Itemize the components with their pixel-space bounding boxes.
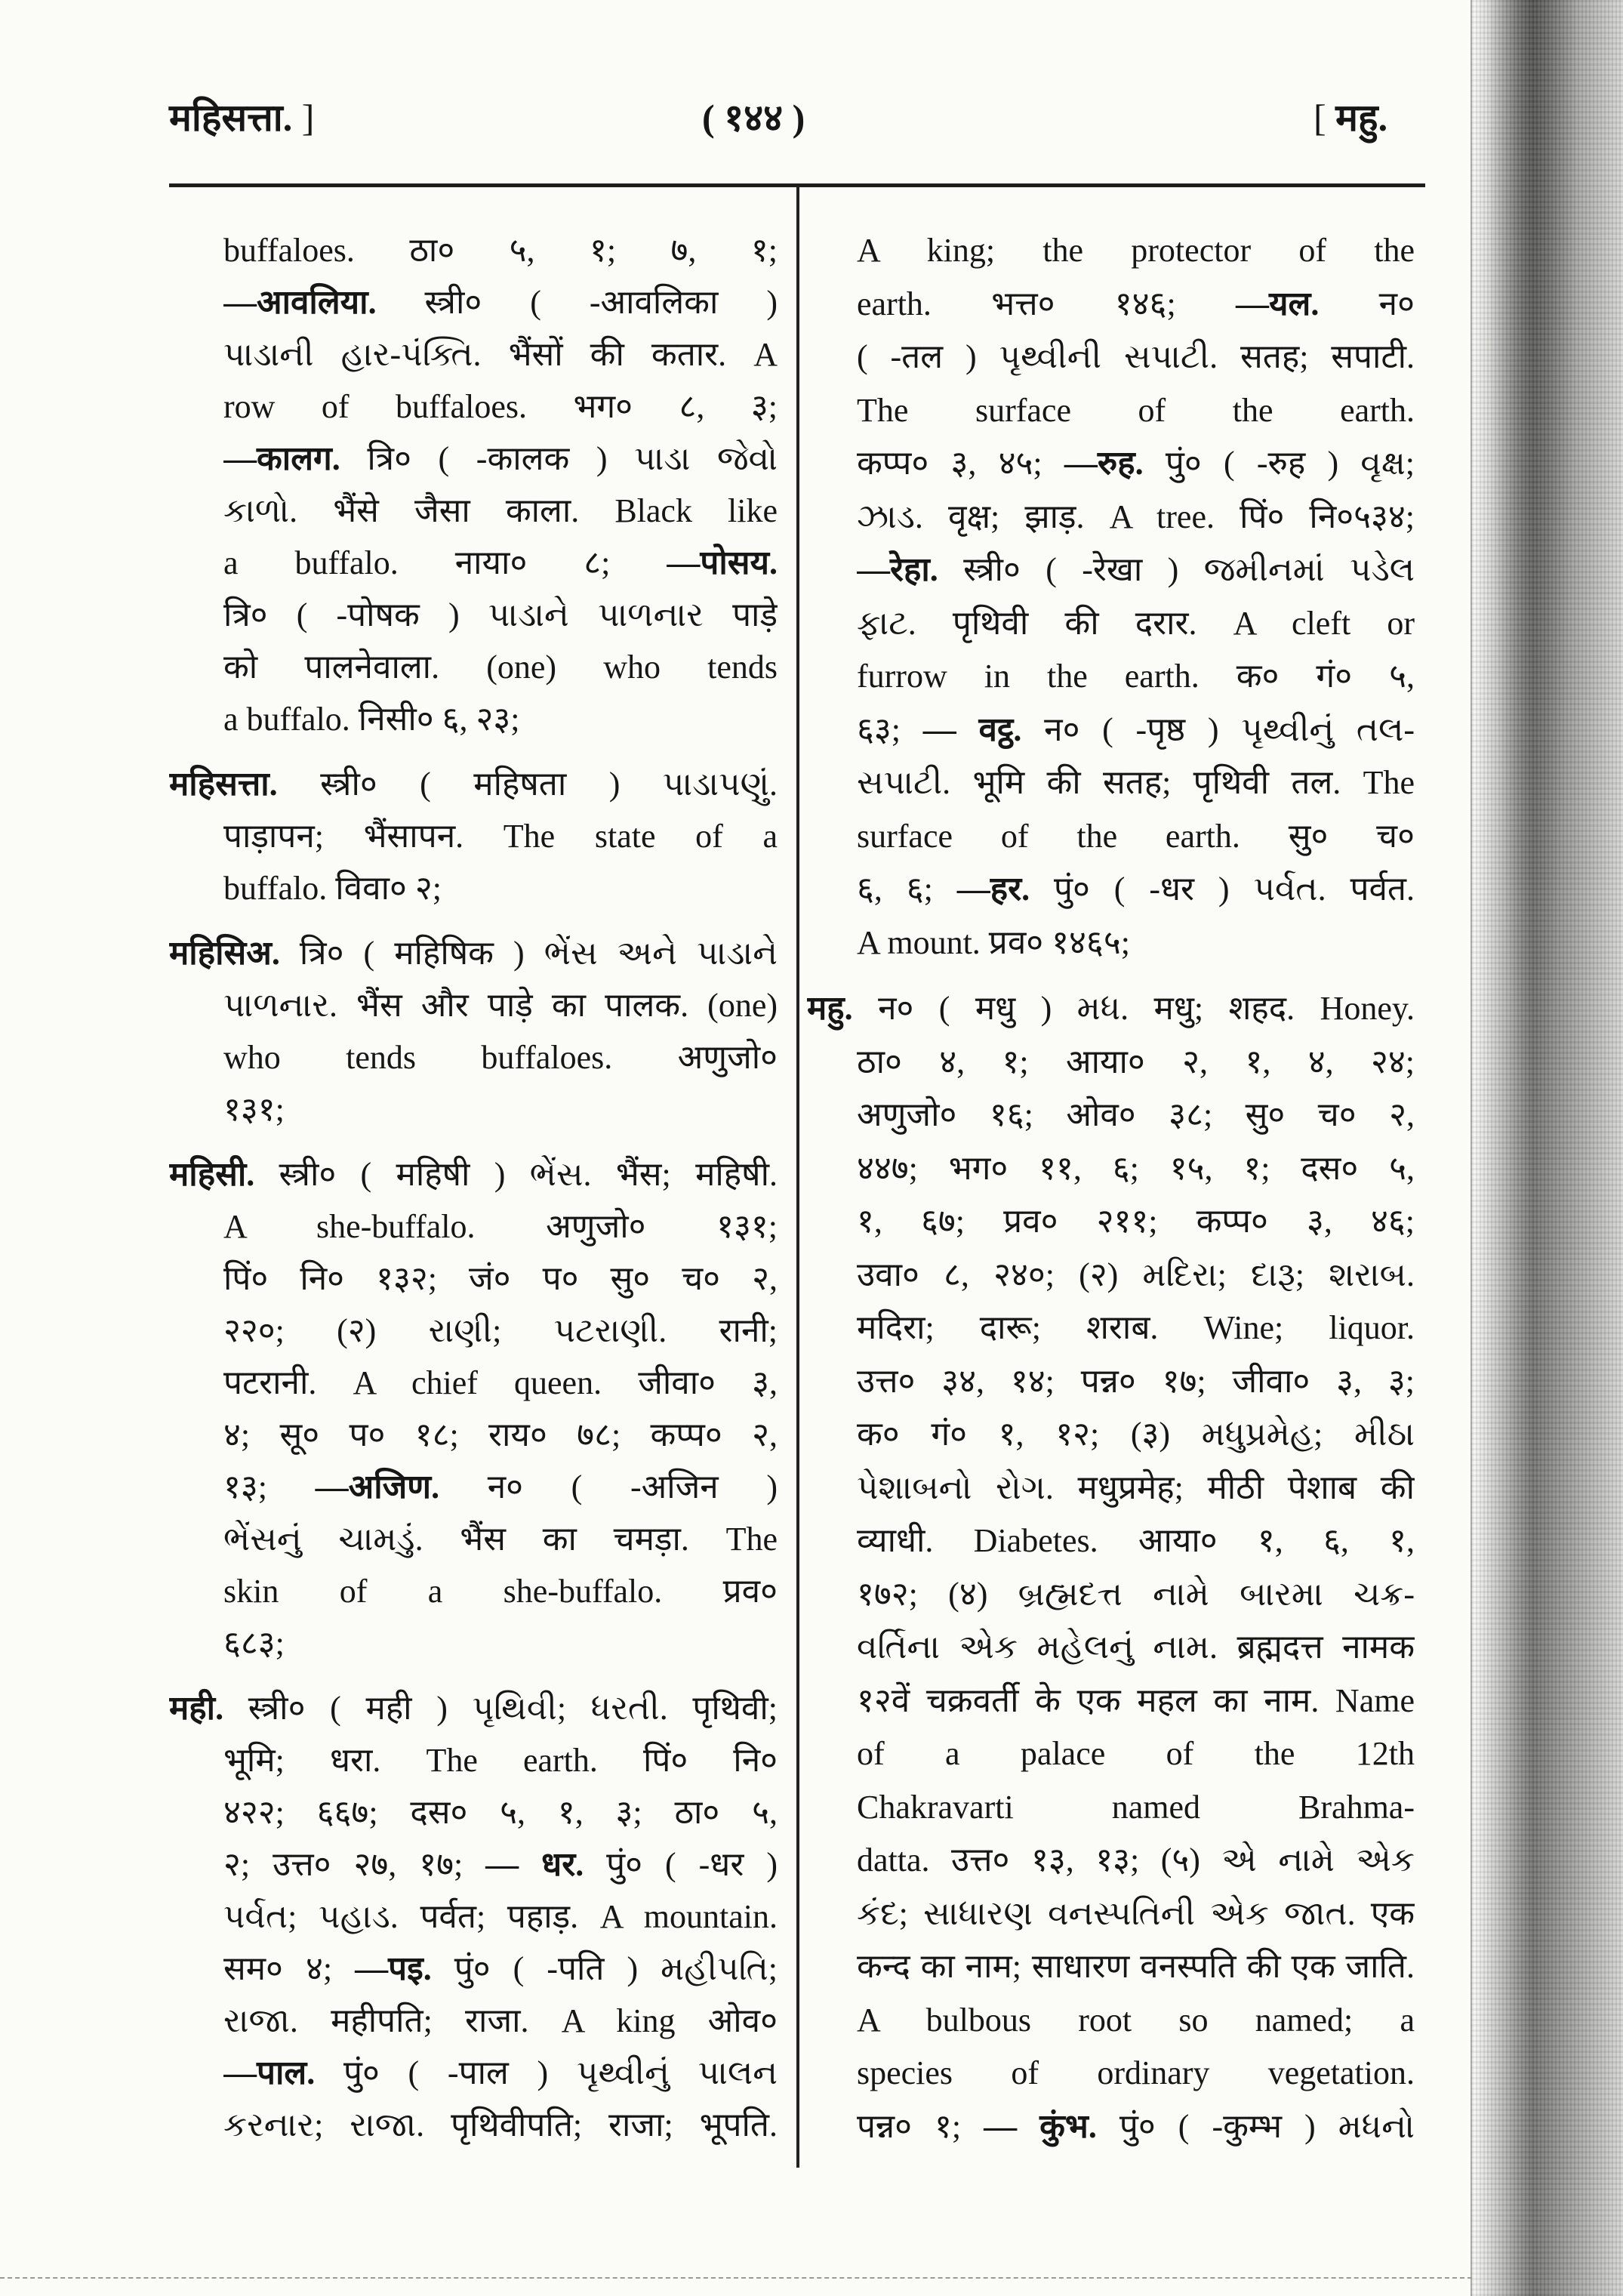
entry-line	[223, 1200, 778, 1253]
entry-line	[223, 1083, 778, 1136]
entry-text: पटरानी. A chief queen. जीवा० ३,	[223, 1364, 778, 1401]
entry-line	[223, 1734, 778, 1786]
entry-line	[857, 1089, 1415, 1142]
entry-text: १२वें चक्रवर्ती के एक महल का नाम. Name	[857, 1681, 1415, 1719]
entry-line	[223, 224, 778, 276]
entry-text: न० ( -पृष्ठ ) પૃથ્વીનું તલ-	[1021, 710, 1415, 748]
running-head-left	[169, 91, 314, 145]
entry-text: કાળો. भैंसे जैसा काला. Black like	[223, 492, 778, 529]
entry-line	[857, 1727, 1415, 1781]
entry-text: A she-buffalo. अणुजो० १३१;	[223, 1208, 778, 1245]
entry-text: स्त्री० ( -आवलिका )	[376, 284, 778, 321]
bracket: ]	[292, 97, 315, 139]
entry-text: पुं० ( -रुह ) વૃક્ષ;	[1143, 445, 1415, 482]
entry-text: पुं० ( -कुम्भ ) મધનો	[1096, 2107, 1415, 2145]
entry-text: row of buffaloes. भग० ८, ३;	[223, 388, 778, 425]
entry-text: पुं० ( -पति ) મહીપતિ;	[431, 1950, 778, 1987]
left-column	[169, 224, 778, 2151]
entry-line	[857, 384, 1415, 438]
entry-text: पन्न० १;	[857, 2107, 984, 2145]
entry-text: who tends buffaloes. अणुजो०	[223, 1039, 778, 1076]
entry-text: क० गं० १, १२; (३) મધુપ્રમેહ; મીઠા	[857, 1416, 1415, 1453]
entry-line	[223, 2099, 778, 2151]
entry-text: કરનાર; રાજા. पृथिवीपति; राजा; भूपति.	[223, 2106, 778, 2143]
dictionary-entry	[807, 224, 1415, 969]
entry-text: datta. उत्त० १३, १३; (५) એ નામે એક	[857, 1841, 1415, 1878]
entry-text: buffalo. विवा० २;	[223, 870, 442, 907]
entry-text: of a palace of the 12th	[857, 1735, 1415, 1772]
entry-text: ६८३;	[223, 1625, 285, 1662]
entry-text: १७२; (४) બ્રહ્મદત્ત નામે બારમા ચક્ર-	[857, 1575, 1415, 1613]
entry-line	[857, 1036, 1415, 1089]
entry-text: ४; सू० प० १८; राय० ७८; कप्प० २,	[223, 1416, 778, 1453]
headword: —हर.	[956, 871, 1030, 908]
entry-text: species of ordinary vegetation.	[857, 2054, 1415, 2091]
entry-line	[169, 1682, 778, 1734]
entry-text: न०	[1319, 285, 1415, 322]
headword: —पाल.	[223, 2054, 316, 2091]
entry-line	[223, 1617, 778, 1669]
headword: — वट्ठ.	[922, 710, 1022, 748]
entry-text: २२०; (२) રાણી; પટરાણી. रानी;	[223, 1312, 778, 1349]
headword: — कुंभ.	[984, 2107, 1097, 2145]
entry-line	[857, 2047, 1415, 2100]
headword: महिसत्ता.	[169, 766, 278, 803]
entry-line	[223, 1253, 778, 1305]
entry-text: The surface of the earth.	[857, 391, 1415, 429]
entry-text: १३१;	[223, 1091, 285, 1128]
entry-line	[223, 1565, 778, 1617]
entry-text: રાજા. महीपति; राजा. A king ओव०	[223, 2002, 778, 2039]
entry-text: પેશાબનો રોગ. मधुप्रमेह; मीठी पेशाब की	[857, 1469, 1415, 1506]
entry-text: २; उत्त० २७, १७;	[223, 1846, 486, 1883]
entry-line	[223, 328, 778, 381]
entry-line	[857, 1462, 1415, 1515]
entry-text: ( -तल ) પૃથ્વીની સપાટી. सतह; सपाटी.	[857, 338, 1415, 375]
entry-text: स्त्री० ( -रेखा ) જમીનમાં પડેલ	[938, 551, 1415, 588]
binding-shadow	[1471, 0, 1623, 2296]
entry-text: त्रि० ( -पोषक ) પાડાને પાળનાર पाड़े	[223, 596, 778, 633]
right-column	[807, 224, 1415, 2153]
headword: महु.	[807, 990, 853, 1027]
entry-line	[857, 863, 1415, 917]
entry-line	[857, 2100, 1415, 2154]
entry-text: पुं० ( -पाल ) પૃથ્વીનું પાલન	[315, 2054, 778, 2091]
entry-line	[169, 927, 778, 979]
entry-text: स्त्री० ( महिषी ) ભેંસ. भैंस; महिषी.	[254, 1156, 778, 1193]
headword: — धर.	[485, 1846, 584, 1883]
entry-text: a buffalo. निसी० ६, २३;	[223, 701, 520, 738]
entry-line	[857, 437, 1415, 491]
entry-line	[223, 1943, 778, 1995]
entry-line	[223, 1461, 778, 1513]
entry-text: कप्प० ३, ४५;	[857, 445, 1064, 482]
dictionary-entry	[169, 1682, 778, 2151]
entry-text: उवा० ८, २४०; (२) મદિરા; દારૂ; શરાબ.	[857, 1256, 1415, 1293]
entry-text: કંદ; સાધારણ વનસ્પતિની એક જાત. एक	[857, 1894, 1415, 1932]
dictionary-entry	[169, 758, 778, 914]
entry-line	[223, 2047, 778, 2099]
entry-line	[857, 1888, 1415, 1941]
entry-line	[857, 1195, 1415, 1249]
entry-text: A king; the protector of the	[857, 232, 1415, 269]
entry-line	[857, 1781, 1415, 1835]
entry-line	[223, 1513, 778, 1565]
entry-text: ६३;	[857, 710, 923, 748]
entry-line	[857, 810, 1415, 864]
entry-line	[857, 331, 1415, 384]
entry-line	[857, 917, 1415, 970]
running-head-last-word: महु.	[1335, 97, 1388, 139]
entry-text: अणुजो० १६; ओव० ३८; सु० च० २,	[857, 1096, 1415, 1133]
scan-edge-line	[0, 2277, 1472, 2279]
entry-line	[857, 491, 1415, 544]
entry-line	[223, 810, 778, 862]
entry-line	[857, 1940, 1415, 1994]
entry-text: उत्त० ३४, १४; पन्न० १७; जीवा० ३, ३;	[857, 1362, 1415, 1400]
entry-text: surface of the earth. सु० च०	[857, 817, 1415, 855]
entry-line	[223, 485, 778, 537]
entry-text: १, ६७; प्रव० २११; कप्प० ३, ४६;	[857, 1203, 1415, 1240]
entry-text: पुं० ( -धर )	[584, 1846, 778, 1883]
entry-text: पिं० नि० १३२; जं० प० सु० च० २,	[223, 1260, 778, 1297]
dictionary-entry	[169, 224, 778, 745]
entry-line	[223, 1031, 778, 1083]
entry-text: त्रि० ( महिषिक ) ભેંસ અને પાડાને	[279, 935, 778, 972]
entry-line	[857, 650, 1415, 704]
headword: —पइ.	[355, 1950, 432, 1987]
entry-text: buffaloes. ठा० ५, १; ७, १;	[223, 232, 778, 269]
entry-line	[223, 693, 778, 745]
entry-text: ठा० ४, १; आया० २, १, ४, २४;	[857, 1043, 1415, 1080]
entry-text: વર્તિના એક મહેલનું નામ. ब्रह्मदत्त नामक	[857, 1629, 1415, 1666]
running-head-right	[1313, 91, 1387, 145]
entry-text: Chakravarti named Brahma-	[857, 1788, 1415, 1826]
headword: मही.	[169, 1690, 224, 1727]
entry-line	[857, 224, 1415, 278]
headword: —रेहा.	[857, 551, 938, 588]
entry-text: ४४७; भग० ११, ६; १५, १; दस० ५,	[857, 1149, 1415, 1187]
entry-text: सम० ४;	[223, 1950, 356, 1987]
entry-line	[857, 278, 1415, 331]
entry-line	[857, 1568, 1415, 1622]
entry-text: मदिरा; दारू; शराब. Wine; liquor.	[857, 1309, 1415, 1346]
entry-text: પાળનાર. भैंस और पाड़े का पालक. (one)	[223, 987, 778, 1024]
column-divider	[796, 186, 799, 2168]
entry-line	[223, 537, 778, 589]
entry-line	[223, 1357, 778, 1409]
headword: —यल.	[1236, 285, 1320, 322]
entry-line	[857, 1142, 1415, 1196]
headword: —पोसय.	[667, 544, 778, 581]
entry-line	[857, 757, 1415, 810]
entry-line	[807, 982, 1415, 1036]
entry-text: स्त्री० ( महिषता ) પાડાપણું.	[277, 766, 778, 803]
headword: महिसी.	[169, 1156, 255, 1193]
entry-text: स्त्री० ( मही ) પૃથિવી; ધરતી. पृथिवी;	[223, 1690, 778, 1727]
page-number: ( १४४ )	[702, 97, 805, 139]
entry-line	[223, 1786, 778, 1838]
entry-line	[223, 979, 778, 1031]
entry-line	[223, 1995, 778, 2047]
entry-line	[857, 1834, 1415, 1888]
headword: —कालग.	[223, 440, 340, 477]
entry-line	[223, 433, 778, 485]
entry-text: પર્વત; પહાડ. पर्वत; पहाड़. A mountain.	[223, 1898, 778, 1935]
bracket: [	[1313, 97, 1336, 139]
dictionary-entry	[169, 1148, 778, 1669]
entry-text: A mount. प्रव० १४६५;	[857, 923, 1130, 961]
entry-line	[223, 276, 778, 328]
entry-text: ભેંસનું ચામડું. भैंस का चमड़ा. The	[223, 1521, 778, 1558]
entry-text: સપાટી. भूमि की सतह; पृथिवी तल. The	[857, 764, 1415, 801]
entry-text: પાડાની હાર-પંક્તિ. भैंसों की कतार. A	[223, 336, 778, 373]
entry-line	[223, 1305, 778, 1357]
entry-text: व्याधी. Diabetes. आया० १, ६, १,	[857, 1522, 1415, 1559]
headword: महिसिअ.	[169, 935, 280, 972]
entry-text: furrow in the earth. क० गं० ५,	[857, 658, 1415, 695]
entry-line	[223, 1409, 778, 1461]
dictionary-entry	[169, 927, 778, 1136]
entry-text: कन्द का नाम; साधारण वनस्पति की एक जाति.	[857, 1948, 1415, 1985]
entry-text: पाड़ापन; भैंसापन. The state of a	[223, 818, 778, 855]
entry-text: a buffalo. नाया० ८;	[223, 544, 667, 581]
entry-line	[223, 1838, 778, 1891]
entry-text: ફાટ. पृथिवी की दरार. A cleft or	[857, 604, 1415, 642]
entry-text: earth. भत्त० १४६;	[857, 285, 1236, 322]
entry-text: भूमि; धरा. The earth. पिं० नि०	[223, 1742, 778, 1779]
entry-text: skin of a she-buffalo. प्रव०	[223, 1573, 778, 1610]
entry-text: पुं० ( -धर ) પર્વત. पर्वत.	[1030, 871, 1415, 908]
entry-line	[857, 597, 1415, 651]
entry-text: ४२२; ६६७; दस० ५, १, ३; ठा० ५,	[223, 1794, 778, 1831]
entry-text: १३;	[223, 1469, 316, 1505]
dictionary-entry	[807, 982, 1415, 2153]
entry-text: न० ( मधु ) મધ. मधु; शहद. Honey.	[852, 990, 1415, 1027]
headword: —आवलिया.	[223, 284, 377, 321]
entry-text: ६, ६;	[857, 871, 957, 908]
entry-text: A bulbous root so named; a	[857, 2001, 1415, 2039]
entry-line	[857, 1249, 1415, 1302]
entry-line	[857, 1675, 1415, 1728]
entry-line	[223, 1891, 778, 1943]
entry-line	[169, 758, 778, 810]
running-head-first-word: महिसत्ता.	[169, 97, 293, 139]
entry-line	[223, 641, 778, 693]
entry-line	[857, 1515, 1415, 1568]
headword: —रुह.	[1064, 445, 1144, 482]
entry-text: को पालनेवाला. (one) who tends	[223, 649, 778, 686]
entry-line	[857, 1355, 1415, 1409]
entry-text: न० ( -अजिन )	[439, 1469, 778, 1505]
entry-line	[223, 381, 778, 433]
headword: —अजिण.	[315, 1469, 440, 1505]
entry-text: त्रि० ( -कालक ) પાડા જેવો	[340, 440, 778, 477]
entry-line	[857, 1408, 1415, 1462]
entry-line	[857, 704, 1415, 757]
entry-line	[223, 862, 778, 914]
entry-line	[857, 1994, 1415, 2048]
entry-text: ઝાડ. वृक्ष; झाड़. A tree. पिं० नि०५३४;	[857, 498, 1415, 535]
entry-line	[169, 1148, 778, 1200]
entry-line	[857, 1621, 1415, 1675]
entry-line	[857, 544, 1415, 597]
entry-line	[223, 589, 778, 641]
entry-line	[857, 1302, 1415, 1355]
